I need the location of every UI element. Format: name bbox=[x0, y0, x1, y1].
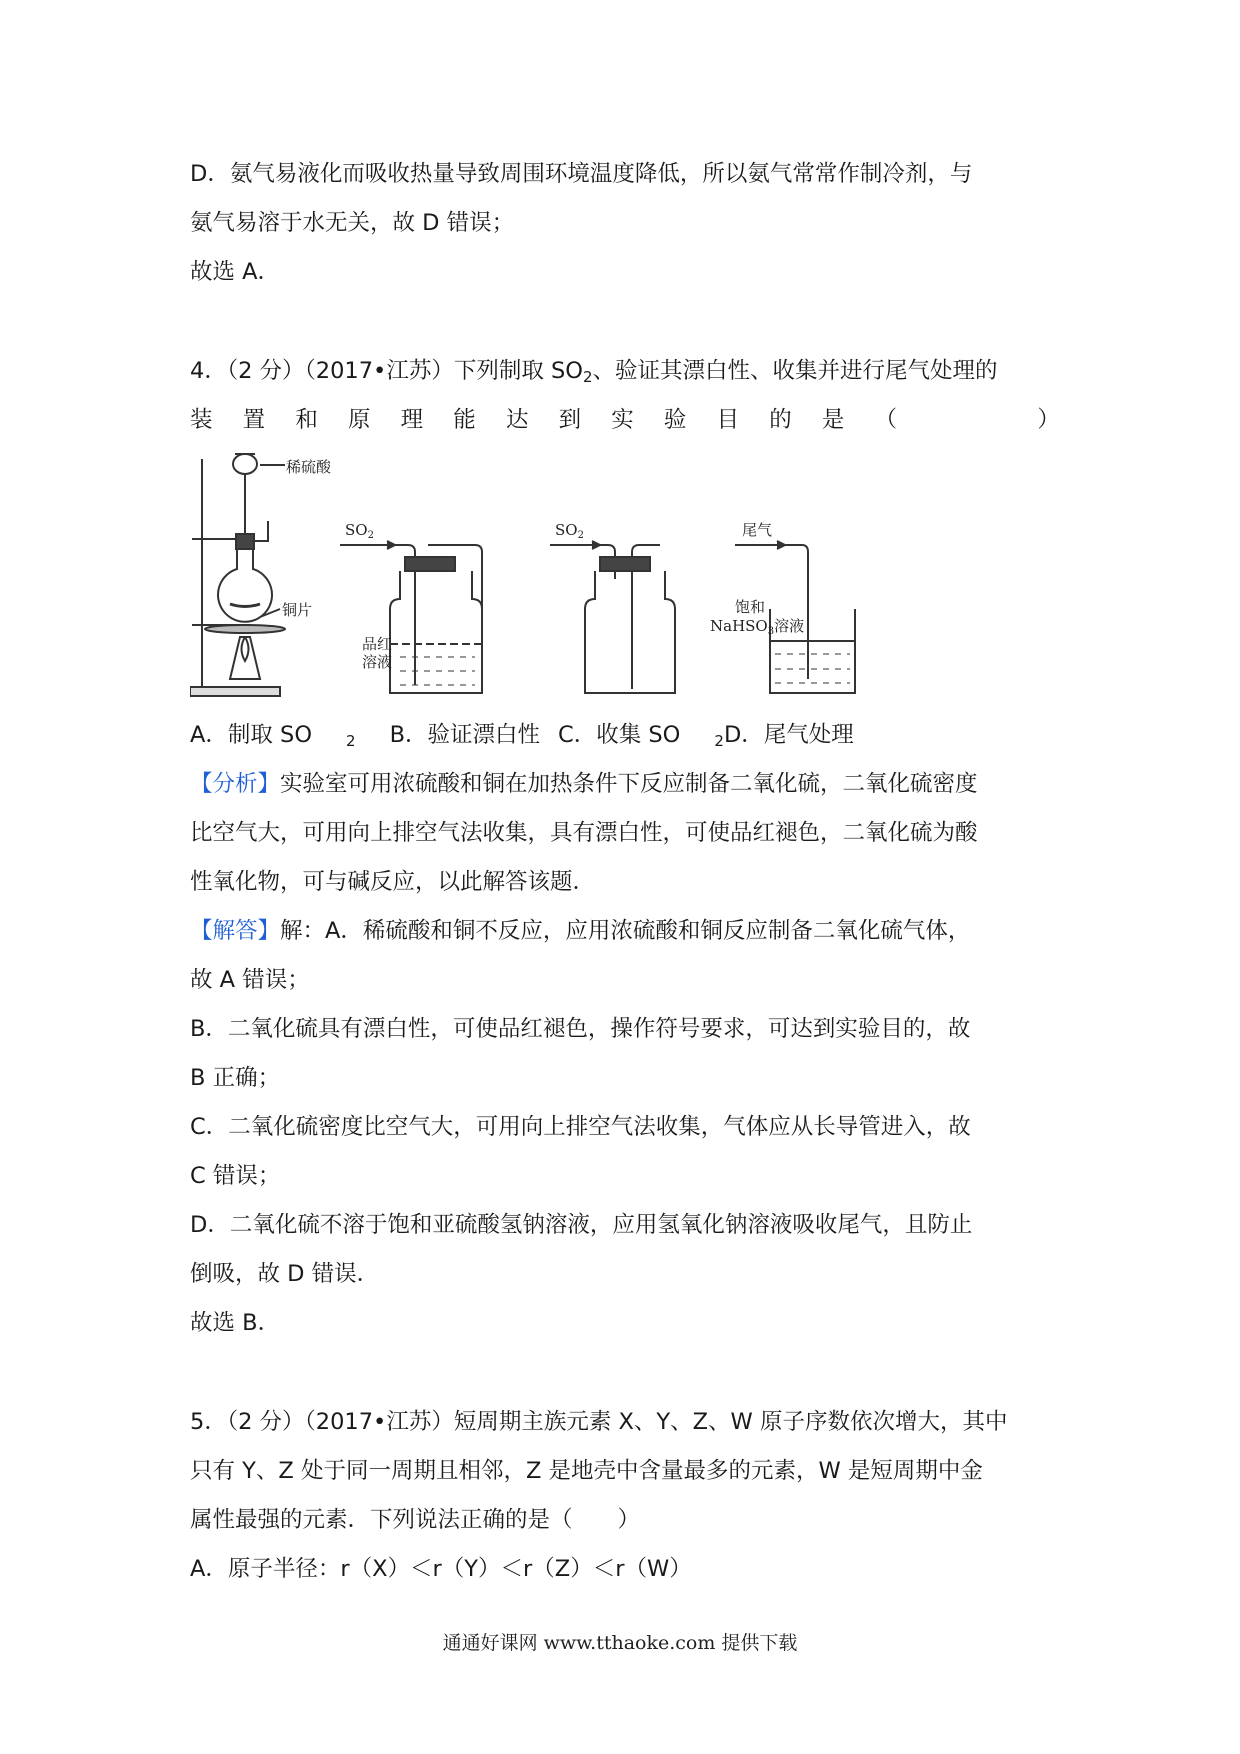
label-acid: 稀硫酸 bbox=[286, 458, 332, 476]
answer-line: 故选 B． bbox=[190, 1310, 281, 1336]
option-a: A．制取 SO $_2$ bbox=[190, 722, 356, 750]
q4-options bbox=[190, 711, 1060, 760]
answer-line: D．二氧化硫不溶于饱和亚硫酸氢钠溶液，应用氢氧化钠溶液吸收尾气，且防止 bbox=[190, 1212, 973, 1238]
label-so2-b: $SO_2$ bbox=[345, 521, 374, 541]
text-line: 氨气易溶于水无关，故 D 错误； bbox=[190, 210, 515, 236]
label-saturated: 饱和 bbox=[735, 598, 766, 616]
analysis-tag: 【分析】 bbox=[190, 771, 281, 797]
document-body bbox=[190, 150, 1060, 1594]
apparatus-diagram bbox=[190, 449, 1060, 711]
apparatus-a-generator bbox=[190, 454, 285, 696]
answer-line: 故 A 错误； bbox=[190, 967, 310, 993]
q5-line: 5．（2 分）（2017•江苏）短周期主族元素 X、Y、Z、W 原子序数依次增大，其中 bbox=[190, 1409, 1008, 1435]
answer-line: B 正确； bbox=[190, 1065, 281, 1091]
option-b: B．验证漂白性 bbox=[389, 722, 541, 748]
q4-stem-line-2: 装 置 和 原 理 能 达 到 实 验 目 的 是 （ ） bbox=[190, 407, 1060, 433]
label-so2-c: $SO_2$ bbox=[555, 521, 584, 541]
answer-tag: 【解答】 bbox=[190, 918, 281, 944]
label-pinhong-2: 溶液 bbox=[362, 653, 393, 671]
analysis-line-2: 比空气大，可用向上排空气法收集，具有漂白性，可使品红褪色，二氧化硫为酸 bbox=[190, 820, 978, 846]
text-line: 故选 A． bbox=[190, 259, 281, 285]
answer-line-1: 【解答】解：A．稀硫酸和铜不反应，应用浓硫酸和铜反应制备二氧化硫气体， bbox=[190, 918, 971, 944]
q4-stem-line-1: 4．（2 分）（2017•江苏）下列制取 $SO_2$、验证其漂白性、收集并进行尾气处理的 bbox=[190, 358, 998, 386]
option-c-d: C．收集 SO $_2$D．尾气处理 bbox=[558, 722, 854, 750]
answer-line: 倒吸，故 D 错误． bbox=[190, 1261, 380, 1287]
apparatus-figure bbox=[190, 449, 1060, 711]
analysis-line-3: 性氧化物，可与碱反应，以此解答该题． bbox=[190, 869, 596, 895]
label-copper: 铜片 bbox=[282, 601, 313, 619]
page-footer: 通通好课网 www.tthaoke.com 提供下载 bbox=[442, 1632, 798, 1654]
label-nahso3: NaHSO$_3$溶液 bbox=[710, 617, 805, 637]
answer-line: C．二氧化硫密度比空气大，可用向上排空气法收集，气体应从长导管进入，故 bbox=[190, 1114, 971, 1140]
label-tail-gas: 尾气 bbox=[742, 521, 773, 539]
q5-line: 属性最强的元素．下列说法正确的是（ ） bbox=[190, 1507, 641, 1533]
analysis-line-1: 【分析】实验室可用浓硫酸和铜在加热条件下反应制备二氧化硫，二氧化硫密度 bbox=[190, 771, 978, 797]
answer-line: C 错误； bbox=[190, 1163, 281, 1189]
text-line: D．氨气易液化而吸收热量导致周围环境温度降低，所以氨气常常作制冷剂，与 bbox=[190, 161, 973, 187]
q5-line: 只有 Y、Z 处于同一周期且相邻，Z 是地壳中含量最多的元素，W 是短周期中金 bbox=[190, 1458, 983, 1484]
label-pinhong-1: 品红 bbox=[362, 635, 393, 653]
answer-line: B．二氧化硫具有漂白性，可使品红褪色，操作符号要求，可达到实验目的，故 bbox=[190, 1016, 971, 1042]
apparatus-c-bottle bbox=[550, 541, 675, 693]
q5-line: A．原子半径：r（X）＜r（Y）＜r（Z）＜r（W） bbox=[190, 1556, 692, 1582]
